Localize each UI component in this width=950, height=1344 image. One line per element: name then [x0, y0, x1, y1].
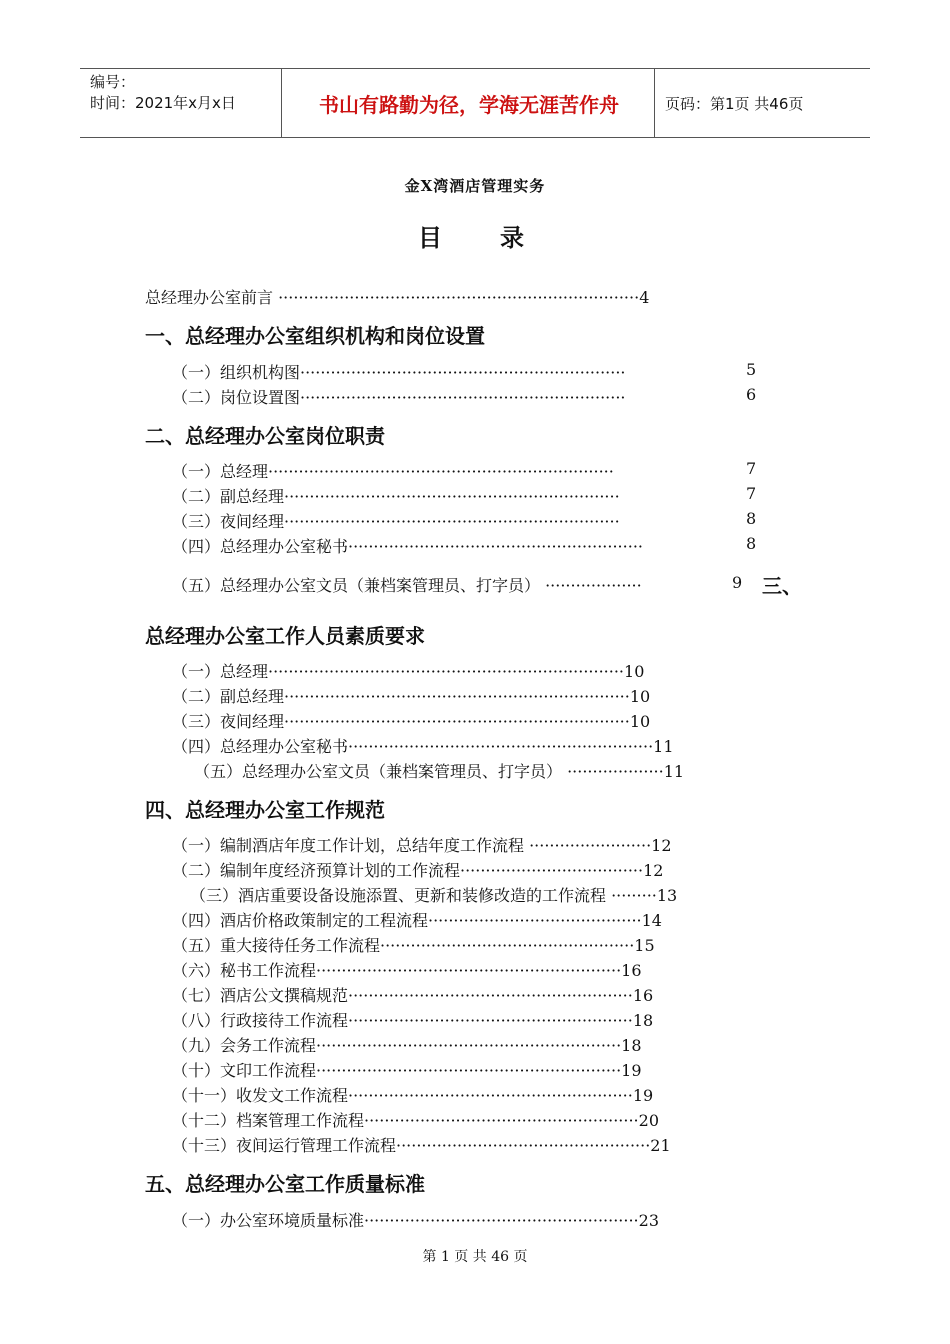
toc-entry: （五）总经理办公室文员（兼档案管理员、打字员） ··················· — [172, 576, 642, 595]
toc-entry: （一）总经理···································································· — [172, 462, 614, 481]
toc-entry: （一）总经理······································································10 — [172, 662, 645, 681]
header-page-info: 页码：第1页 共46页 — [665, 95, 804, 113]
toc-entry: 总经理办公室前言 ·······································································4 — [145, 288, 650, 307]
toc-entry: （一）编制酒店年度工作计划，总结年度工作流程 ························12 — [172, 836, 672, 855]
toc-entry: （十二）档案管理工作流程······················································20 — [172, 1111, 660, 1130]
toc-entry: （二）编制年度经济预算计划的工作流程····································12 — [172, 861, 664, 880]
header-divider — [281, 69, 282, 137]
toc-entry: （十一）收发文工作流程························································19 — [172, 1086, 654, 1105]
toc-entry: （三）夜间经理····································································10 — [172, 712, 651, 731]
toc-page-number: 9 — [732, 573, 743, 592]
toc-entry: （五）重大接待任务工作流程··················································15 — [172, 936, 655, 955]
toc-title-char: 目 — [418, 223, 442, 252]
header-meta — [90, 72, 236, 114]
toc-entry: （二）副总经理····································································10 — [172, 687, 651, 706]
toc-entry: （二）岗位设置图································································ — [172, 388, 626, 407]
toc-entry: （七）酒店公文撰稿规范························································16 — [172, 986, 654, 1005]
toc-entry: （四）总经理办公室秘书····························································11 — [172, 737, 674, 756]
toc-section: 一、总经理办公室组织机构和岗位设置 — [145, 324, 485, 348]
document-title: 金X湾酒店管理实务 — [404, 177, 546, 195]
toc-entry: （六）秘书工作流程····························································16 — [172, 961, 642, 980]
toc-entry: （十三）夜间运行管理工作流程··················································21 — [172, 1136, 671, 1155]
toc-title — [418, 218, 524, 253]
toc-page-number: 8 — [746, 509, 757, 528]
toc-entry: （一）组织机构图································································ — [172, 363, 626, 382]
toc-entry: （一）办公室环境质量标准······················································23 — [172, 1211, 660, 1230]
time-label: 时间：2021年x月x日 — [90, 94, 236, 112]
toc-section: 四、总经理办公室工作规范 — [145, 798, 385, 822]
toc-page-number: 7 — [746, 459, 757, 478]
toc-entry: （二）副总经理·································································· — [172, 487, 620, 506]
toc-entry: （四）总经理办公室秘书·························································· — [172, 537, 643, 556]
toc-page-number: 8 — [746, 534, 757, 553]
header-motto: 书山有路勤为径，学海无涯苦作舟 — [319, 93, 619, 117]
toc-entry: （五）总经理办公室文员（兼档案管理员、打字员） ···················11 — [194, 762, 685, 781]
toc-page-number: 5 — [746, 360, 757, 379]
toc-section: 二、总经理办公室岗位职责 — [145, 424, 385, 448]
toc-entry: （三）酒店重要设备设施添置、更新和装修改造的工作流程 ·········13 — [190, 886, 678, 905]
header-table — [80, 68, 870, 138]
toc-entry: （八）行政接待工作流程························································18 — [172, 1011, 654, 1030]
toc-page-number: 7 — [746, 484, 757, 503]
toc-section: 五、总经理办公室工作质量标准 — [145, 1172, 425, 1196]
code-label: 编号： — [90, 73, 136, 91]
toc-entry: （九）会务工作流程····························································18 — [172, 1036, 642, 1055]
toc-section: 总经理办公室工作人员素质要求 — [145, 624, 425, 648]
page-footer: 第 1 页 共 46 页 — [422, 1249, 528, 1265]
toc-entry: （十）文印工作流程····························································19 — [172, 1061, 642, 1080]
toc-section-prefix: 三、 — [762, 574, 802, 598]
toc-entry: （四）酒店价格政策制定的工程流程··········································14 — [172, 911, 662, 930]
toc-title-char: 录 — [500, 223, 524, 252]
toc-page-number: 6 — [746, 385, 757, 404]
toc-entry: （三）夜间经理·································································· — [172, 512, 620, 531]
